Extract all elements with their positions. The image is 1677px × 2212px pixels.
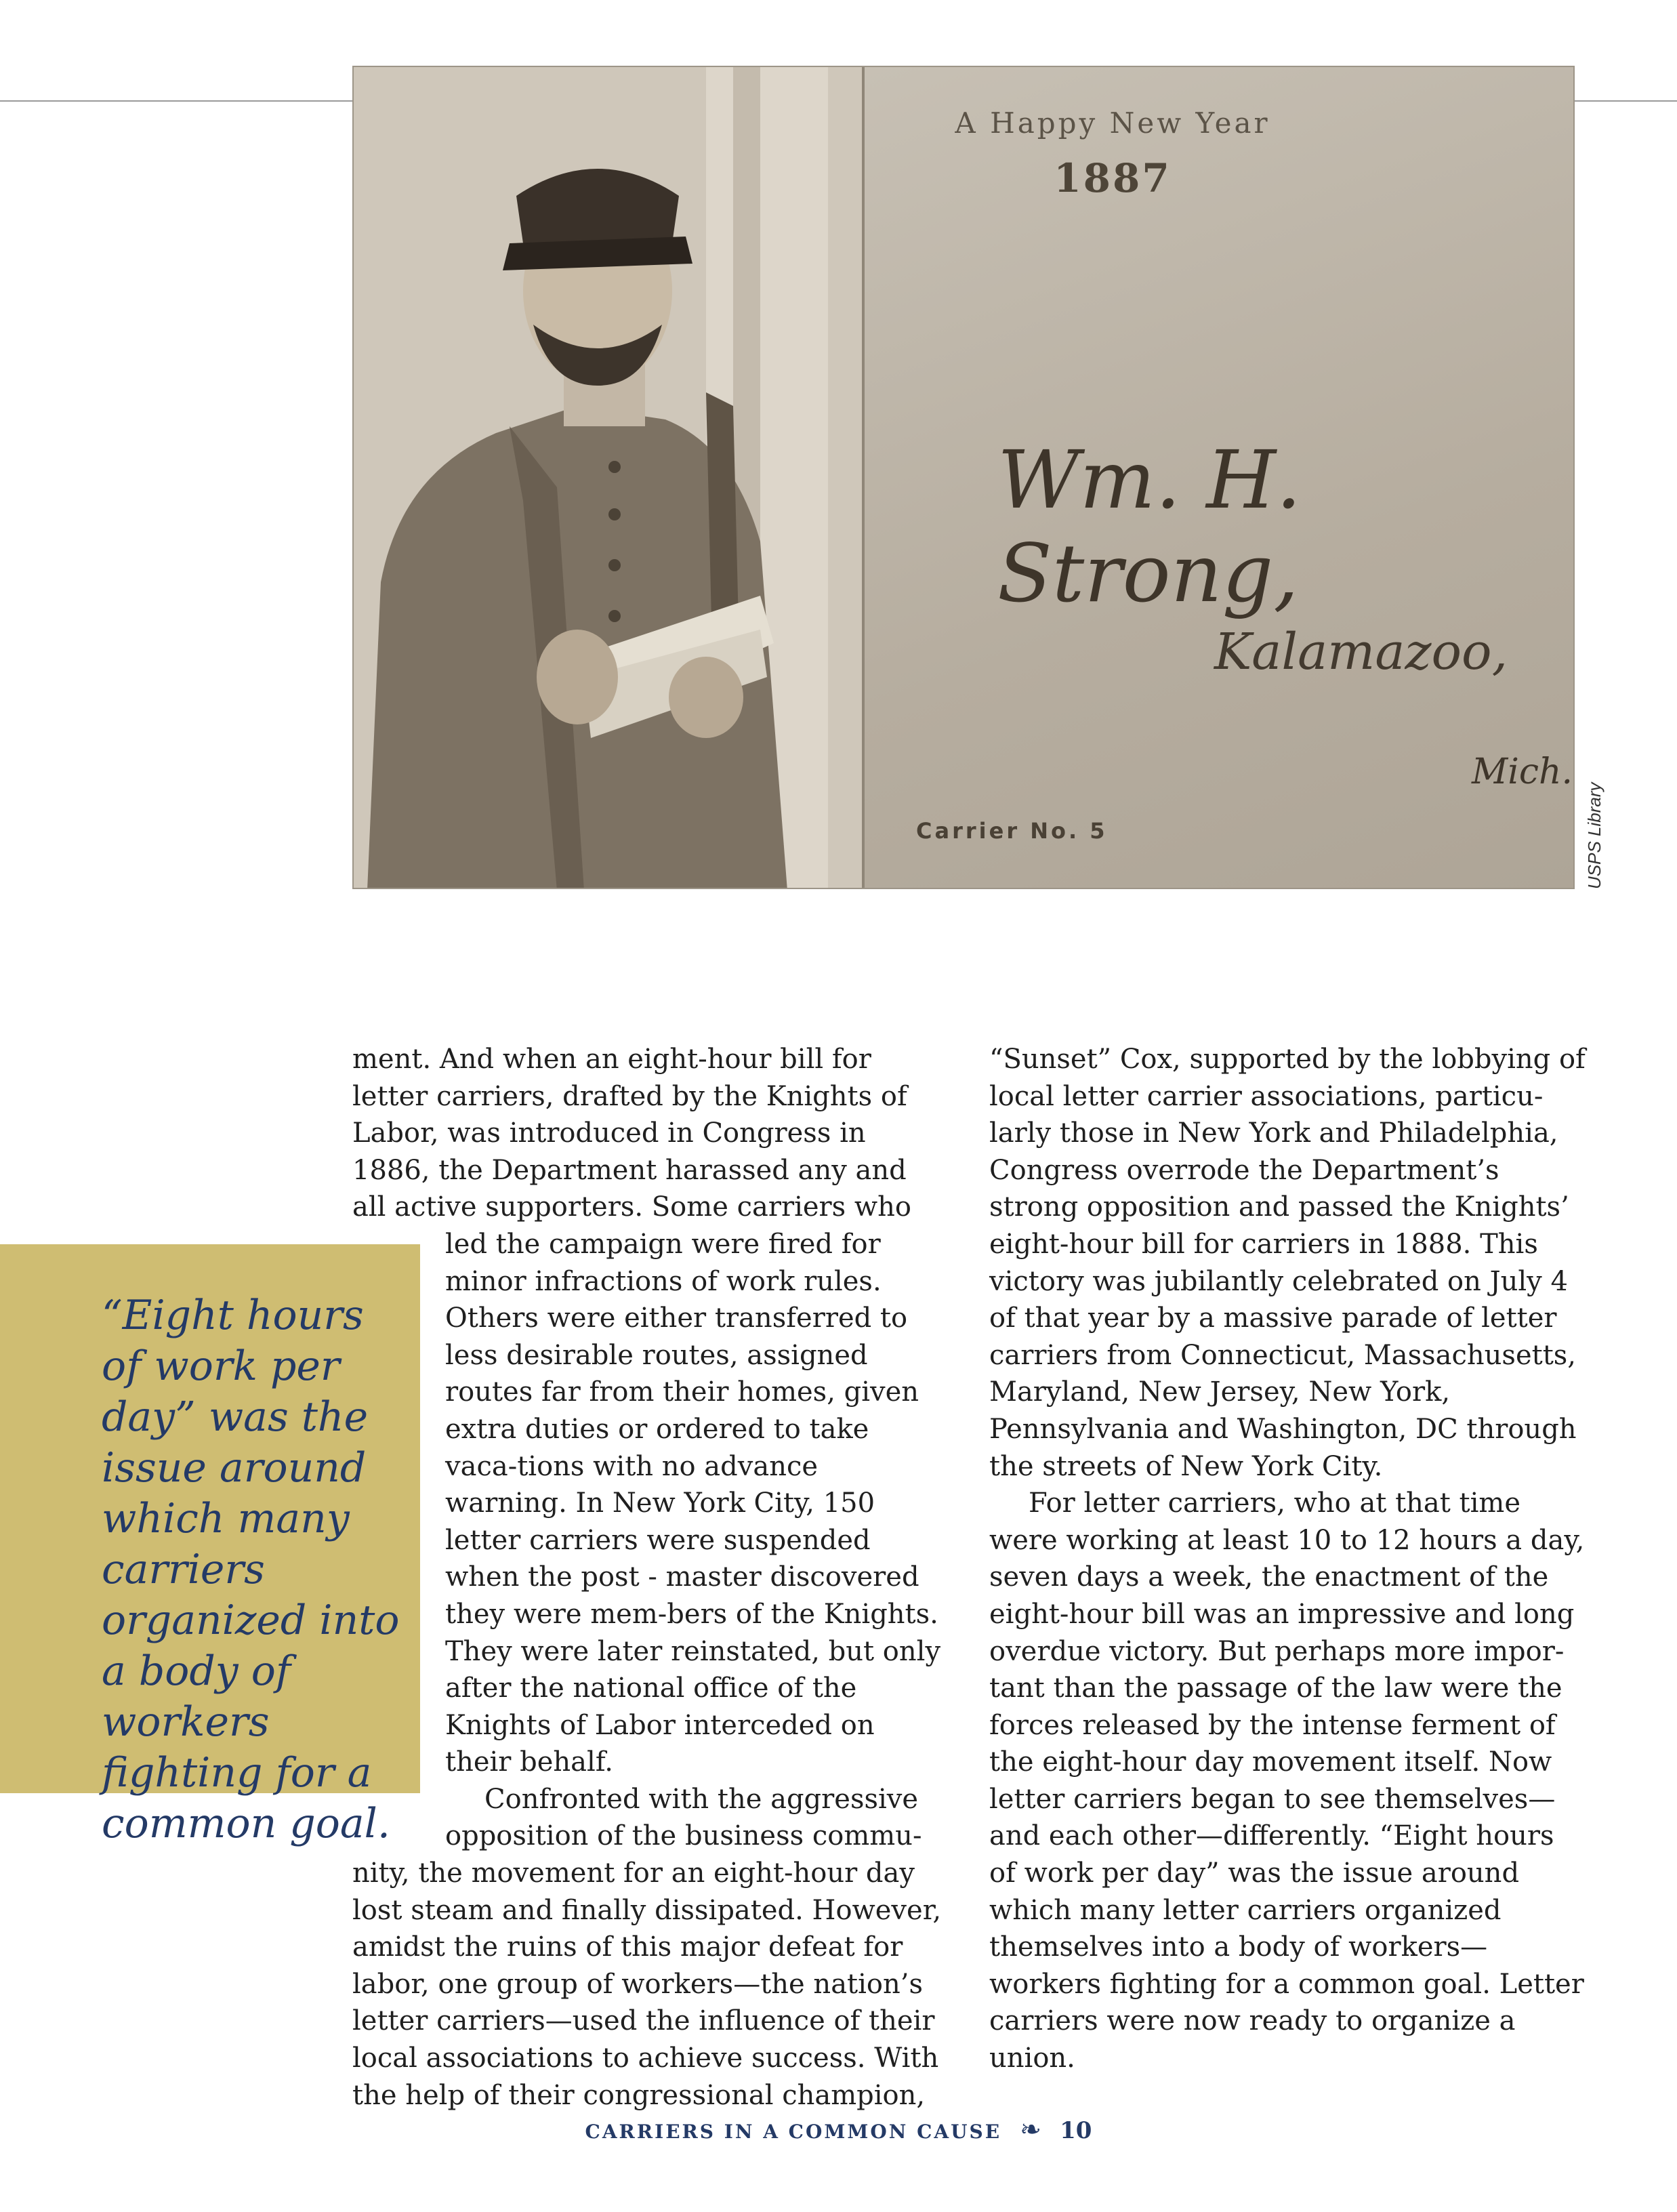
- column-left-text-3: Confronted with the aggressive opposition of the business commu-: [445, 1783, 922, 1852]
- column-left-text-1: ment. And when an eight-hour bill for letter carriers, drafted by the Knights of Labor, was introduced in Congress in 1886, the Department harassed any and all active supporters. Some carriers who: [352, 1044, 911, 1223]
- historical-photo: [352, 66, 1575, 889]
- column-right-paragraph-2: For letter carriers, who at that time were working at least 10 to 12 hours a day, seven days a week, the enactment of the eight-hour bill was an impressive and long overdue victory. But perhaps more impor-tant than the passage of the law were the forces released by the intense ferment of the eight-hour day movement itself. Now letter carriers began to see themselves—and each other—differently. “Eight hours of work per day” was the issue around which many letter carriers organized themselves into a body of workers—workers fighting for a common goal. Letter carriers were now ready to organize a union.: [989, 1488, 1585, 2074]
- card-year: 1887: [1054, 155, 1172, 201]
- photo-credit: USPS Library: [1584, 782, 1604, 889]
- card-state: Mich.: [1472, 752, 1573, 792]
- column-right-paragraph-1: “Sunset” Cox, supported by the lobbying of local letter carrier associations, particu-larly those in New York and Philadelphia, Congress overrode the Department’s strong opposition and passed the Knights’ eight-hour bill for carriers in 1888. This victory was jubilantly celebrated on July 4 of that year by a massive parade of letter carriers from Connecticut, Massachusetts, Maryland, New Jersey, New York, Pennsylvania and Washington, DC through the streets of New York City.: [989, 1044, 1586, 1482]
- column-left-text-2: led the campaign were fired for minor infractions of work rules. Others were either transferred to less desirable routes, assigned routes far from their homes, given extra duties or ordered to take vaca-tions with no advance warning. In New York City, 150 letter carriers were suspended when the post - master discovered they were mem-bers of the Knights. They were later reinstated, but only after the national office of the Knights of Labor interceded on their behalf.: [445, 1228, 941, 1778]
- letter-carrier-figure: [354, 67, 862, 889]
- fleuron-icon: ❧: [1020, 2114, 1042, 2144]
- pull-quote-text: “Eight hours of work per day” was the issue around which many carriers organized into a body of workers fighting for a common goal.: [102, 1292, 400, 1847]
- card-city: Kalamazoo,: [1214, 623, 1508, 681]
- photo-carrier-portrait: [354, 67, 865, 888]
- column-left-text-4: nity, the movement for an eight-hour day lost steam and finally dissipated. However, amidst the ruins of this major defeat for labor, one group of workers—the nation’s letter carriers—used the influence of their local associations to achieve success. With the help of their congressional champion,: [352, 1858, 942, 2111]
- card-greeting: A Happy New Year: [955, 106, 1270, 140]
- card-carrier-number: Carrier No. 5: [916, 818, 1108, 844]
- top-rule-right: [1575, 100, 1677, 102]
- article-column-left: [352, 1041, 942, 2114]
- page-number: 10: [1060, 2117, 1092, 2144]
- article-column-right: [989, 1041, 1586, 2077]
- footer-section-title: CARRIERS IN A COMMON CAUSE: [585, 2121, 1002, 2143]
- page-footer: [0, 2114, 1677, 2144]
- card-name: Wm. H. Strong,: [997, 433, 1302, 620]
- top-rule-left: [0, 100, 352, 102]
